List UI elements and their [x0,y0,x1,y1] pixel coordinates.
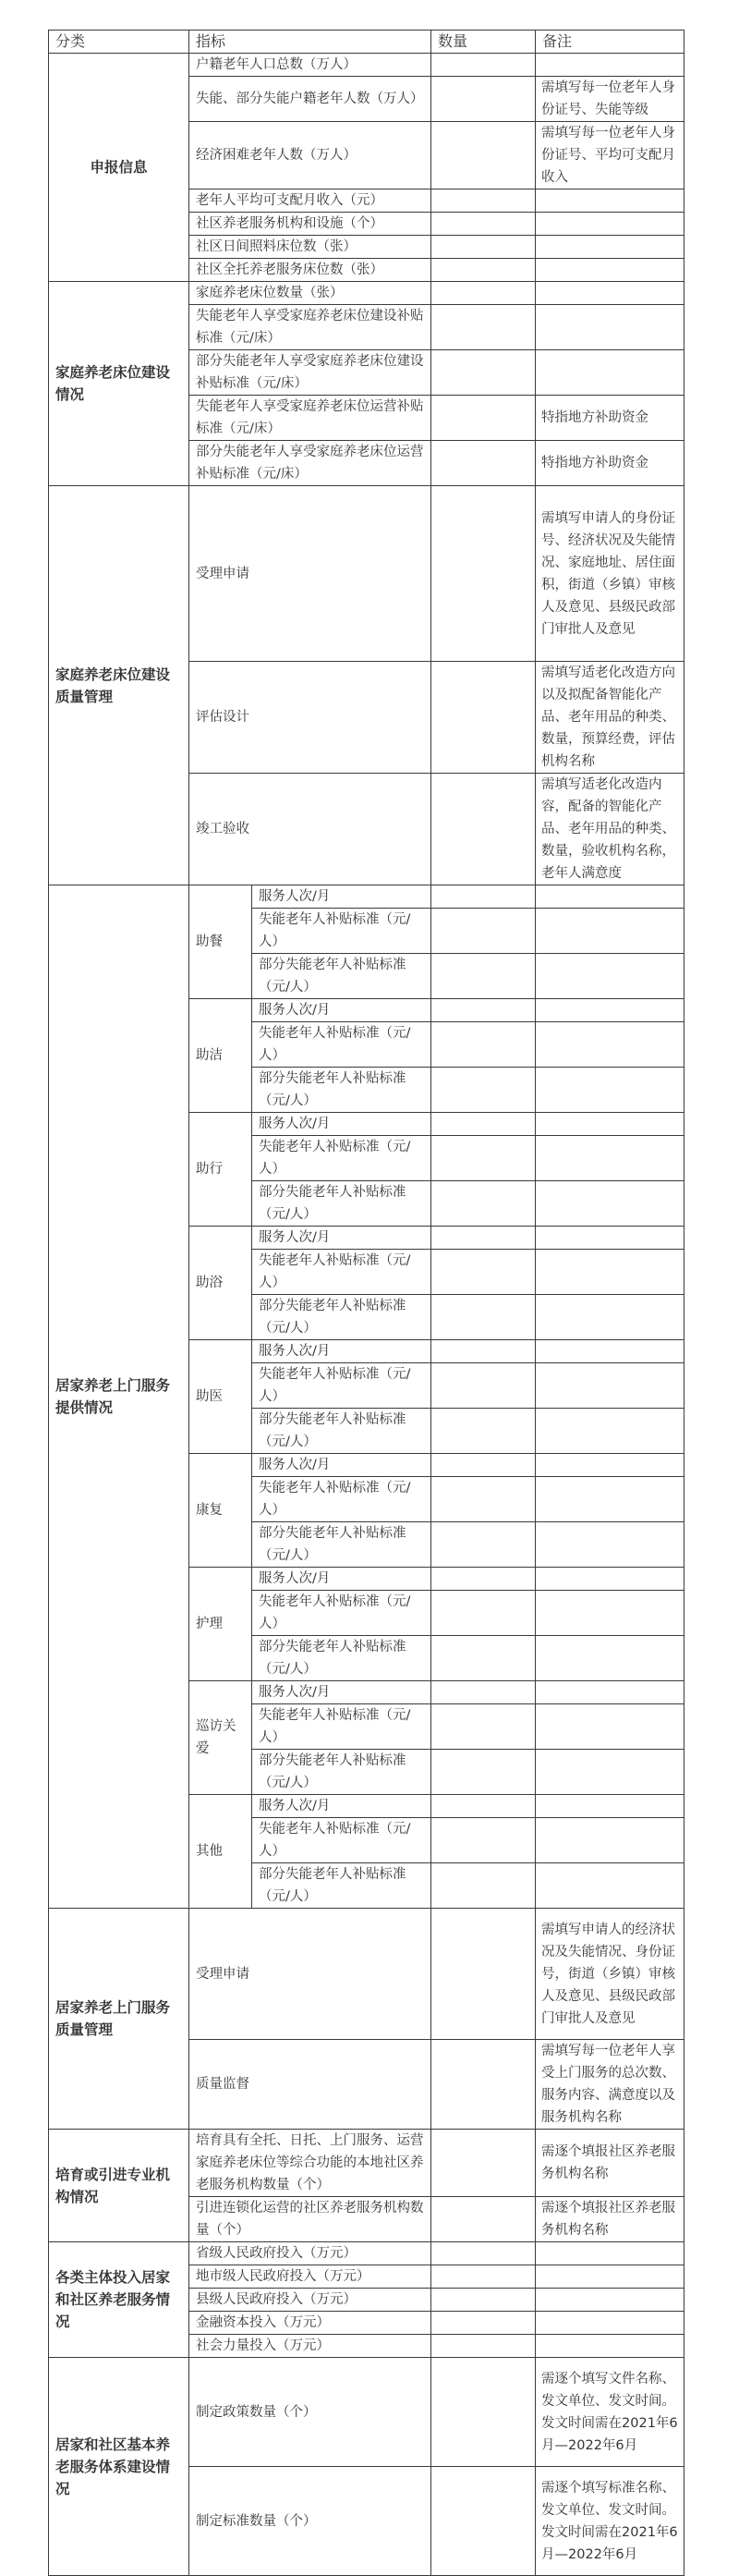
quantity-cell [431,2197,536,2242]
quantity-cell [431,396,536,441]
note-cell [536,236,684,259]
header-row [49,31,684,54]
indicator-cell: 失能老年人补贴标准（元/人） [252,1704,431,1750]
header-indicator: 指标 [189,31,431,54]
indicator-cell: 老年人平均可支配月收入（元） [189,189,431,213]
indicator-cell: 社区日间照料床位数（张） [189,236,431,259]
note-cell [536,54,684,77]
quantity-cell [431,2242,536,2265]
quantity-cell [431,1568,536,1591]
quantity-cell [431,1295,536,1340]
indicator-cell: 培育具有全托、日托、上门服务、运营家庭养老床位等综合功能的本地社区养老服务机构数量（个） [189,2130,431,2197]
indicator-cell: 部分失能老年人补贴标准（元/人） [252,1409,431,1454]
indicator-cell: 省级人民政府投入（万元） [189,2242,431,2265]
quantity-cell [431,1227,536,1250]
indicator-cell: 失能、部分失能户籍老年人数（万人） [189,77,431,122]
indicator-cell: 服务人次/月 [252,1454,431,1477]
note-cell [536,1113,684,1136]
quantity-cell [431,1250,536,1295]
note-cell [536,1636,684,1681]
note-cell: 需逐个填报社区养老服务机构名称 [536,2130,684,2197]
note-cell [536,282,684,305]
note-cell [536,1363,684,1409]
indicator-cell: 服务人次/月 [252,885,431,909]
indicator-cell: 受理申请 [189,1909,431,2040]
note-cell [536,1227,684,1250]
indicator-cell: 部分失能老年人补贴标准（元/人） [252,1295,431,1340]
quantity-cell [431,77,536,122]
quantity-cell [431,1750,536,1795]
note-cell [536,305,684,350]
quantity-cell [431,1022,536,1068]
indicator-cell: 失能老年人补贴标准（元/人） [252,1022,431,1068]
header-category: 分类 [49,31,189,54]
service-type-cell: 助洁 [189,999,252,1113]
category-cell: 居家和社区基本养老服务体系建设情况 [49,2358,189,2576]
statistics-table [48,30,684,2576]
quantity-cell [431,2312,536,2335]
note-cell [536,1818,684,1863]
category-cell: 居家养老上门服务质量管理 [49,1909,189,2130]
service-type-cell: 助行 [189,1113,252,1227]
indicator-cell: 部分失能老年人补贴标准（元/人） [252,954,431,999]
service-type-cell: 助浴 [189,1227,252,1340]
quantity-cell [431,1636,536,1681]
quantity-cell [431,1795,536,1818]
quantity-cell [431,2289,536,2312]
table-row [49,54,684,77]
note-cell [536,2312,684,2335]
indicator-cell: 部分失能老年人补贴标准（元/人） [252,1522,431,1568]
quantity-cell [431,1681,536,1704]
quantity-cell [431,1181,536,1227]
quantity-cell [431,1454,536,1477]
note-cell [536,1863,684,1909]
note-cell [536,1568,684,1591]
table-row [49,2242,684,2265]
quantity-cell [431,2335,536,2358]
quantity-cell [431,122,536,189]
quantity-cell [431,1522,536,1568]
note-cell [536,2265,684,2289]
note-cell: 需逐个填写文件名称、发文单位、发文时间。发文时间需在2021年6月—2022年6月 [536,2358,684,2467]
quantity-cell [431,54,536,77]
quantity-cell [431,1477,536,1522]
note-cell: 需逐个填写标准名称、发文单位、发文时间。发文时间需在2021年6月—2022年6月 [536,2467,684,2576]
service-type-cell: 其他 [189,1795,252,1909]
indicator-cell: 部分失能老年人享受家庭养老床位运营补贴标准（元/床） [189,441,431,486]
quantity-cell [431,236,536,259]
quantity-cell [431,2265,536,2289]
indicator-cell: 失能老年人享受家庭养老床位运营补贴标准（元/床） [189,396,431,441]
indicator-cell: 服务人次/月 [252,1795,431,1818]
quantity-cell [431,1409,536,1454]
indicator-cell: 失能老年人补贴标准（元/人） [252,1591,431,1636]
indicator-cell: 家庭养老床位数量（张） [189,282,431,305]
note-cell: 需填写申请人的经济状况及失能情况、身份证号，街道（乡镇）审核人及意见、县级民政部门审批人及意见 [536,1909,684,2040]
indicator-cell: 失能老年人补贴标准（元/人） [252,1477,431,1522]
quantity-cell [431,1818,536,1863]
note-cell [536,2242,684,2265]
note-cell [536,1340,684,1363]
note-cell: 特指地方补助资金 [536,396,684,441]
note-cell: 需填写每一位老年人身份证号、平均可支配月收入 [536,122,684,189]
indicator-cell: 失能老年人补贴标准（元/人） [252,1818,431,1863]
quantity-cell [431,999,536,1022]
quantity-cell [431,954,536,999]
note-cell [536,1181,684,1227]
indicator-cell: 部分失能老年人补贴标准（元/人） [252,1636,431,1681]
category-cell: 家庭养老床位建设情况 [49,282,189,486]
quantity-cell [431,1704,536,1750]
quantity-cell [431,885,536,909]
note-cell [536,1477,684,1522]
indicator-cell: 服务人次/月 [252,1113,431,1136]
table-body [49,54,684,2576]
quantity-cell [431,1340,536,1363]
quantity-cell [431,2040,536,2130]
note-cell [536,1409,684,1454]
category-cell: 居家养老上门服务提供情况 [49,885,189,1909]
note-cell [536,259,684,282]
quantity-cell [431,774,536,885]
indicator-cell: 失能老年人补贴标准（元/人） [252,1250,431,1295]
table-row [49,486,684,662]
service-type-cell: 康复 [189,1454,252,1568]
note-cell [536,999,684,1022]
indicator-cell: 制定标准数量（个） [189,2467,431,2576]
quantity-cell [431,1909,536,2040]
note-cell [536,1295,684,1340]
quantity-cell [431,1136,536,1181]
table-row [49,2130,684,2197]
note-cell: 需填写适老化改造内容，配备的智能化产品、老年用品的种类、数量，验收机构名称，老年人满意度 [536,774,684,885]
service-type-cell: 护理 [189,1568,252,1681]
quantity-cell [431,259,536,282]
indicator-cell: 评估设计 [189,662,431,774]
quantity-cell [431,213,536,236]
quantity-cell [431,1863,536,1909]
indicator-cell: 部分失能老年人享受家庭养老床位建设补贴标准（元/床） [189,350,431,396]
note-cell [536,2289,684,2312]
indicator-cell: 部分失能老年人补贴标准（元/人） [252,1750,431,1795]
note-cell [536,1704,684,1750]
indicator-cell: 制定政策数量（个） [189,2358,431,2467]
table-row [49,282,684,305]
note-cell: 特指地方补助资金 [536,441,684,486]
service-type-cell: 助餐 [189,885,252,999]
note-cell [536,885,684,909]
quantity-cell [431,1068,536,1113]
category-cell: 各类主体投入居家和社区养老服务情况 [49,2242,189,2358]
note-cell [536,1681,684,1704]
note-cell [536,189,684,213]
indicator-cell: 质量监督 [189,2040,431,2130]
note-cell: 需填写申请人的身份证号、经济状况及失能情况、家庭地址、居住面积，街道（乡镇）审核人及意见、县级民政部门审批人及意见 [536,486,684,662]
indicator-cell: 引进连锁化运营的社区养老服务机构数量（个） [189,2197,431,2242]
indicator-cell: 失能老年人补贴标准（元/人） [252,1363,431,1409]
quantity-cell [431,486,536,662]
indicator-cell: 竣工验收 [189,774,431,885]
quantity-cell [431,350,536,396]
indicator-cell: 金融资本投入（万元） [189,2312,431,2335]
note-cell [536,1750,684,1795]
quantity-cell [431,1363,536,1409]
note-cell [536,909,684,954]
quantity-cell [431,2467,536,2576]
quantity-cell [431,662,536,774]
indicator-cell: 服务人次/月 [252,1681,431,1704]
table-row [49,1909,684,2040]
quantity-cell [431,1591,536,1636]
header-quantity: 数量 [431,31,536,54]
indicator-cell: 服务人次/月 [252,999,431,1022]
note-cell [536,213,684,236]
indicator-cell: 部分失能老年人补贴标准（元/人） [252,1068,431,1113]
indicator-cell: 部分失能老年人补贴标准（元/人） [252,1181,431,1227]
indicator-cell: 社区养老服务机构和设施（个） [189,213,431,236]
note-cell [536,1454,684,1477]
indicator-cell: 服务人次/月 [252,1340,431,1363]
note-cell [536,1522,684,1568]
quantity-cell [431,1113,536,1136]
indicator-cell: 社会力量投入（万元） [189,2335,431,2358]
indicator-cell: 失能老年人补贴标准（元/人） [252,909,431,954]
indicator-cell: 受理申请 [189,486,431,662]
note-cell [536,1795,684,1818]
note-cell [536,1136,684,1181]
indicator-cell: 部分失能老年人补贴标准（元/人） [252,1863,431,1909]
note-cell: 需填写每一位老年人享受上门服务的总次数、服务内容、满意度以及服务机构名称 [536,2040,684,2130]
note-cell [536,1068,684,1113]
service-type-cell: 助医 [189,1340,252,1454]
indicator-cell: 户籍老年人口总数（万人） [189,54,431,77]
note-cell [536,350,684,396]
note-cell: 需逐个填报社区养老服务机构名称 [536,2197,684,2242]
indicator-cell: 失能老年人补贴标准（元/人） [252,1136,431,1181]
category-cell: 申报信息 [49,54,189,282]
service-type-cell: 巡访关爱 [189,1681,252,1795]
note-cell [536,1250,684,1295]
table-row [49,2358,684,2467]
indicator-cell: 社区全托养老服务床位数（张） [189,259,431,282]
indicator-cell: 服务人次/月 [252,1568,431,1591]
indicator-cell: 失能老年人享受家庭养老床位建设补贴标准（元/床） [189,305,431,350]
quantity-cell [431,189,536,213]
quantity-cell [431,2358,536,2467]
note-cell [536,1022,684,1068]
header-note: 备注 [536,31,684,54]
indicator-cell: 服务人次/月 [252,1227,431,1250]
indicator-cell: 地市级人民政府投入（万元） [189,2265,431,2289]
note-cell [536,1591,684,1636]
note-cell [536,954,684,999]
quantity-cell [431,282,536,305]
table-row [49,885,684,909]
indicator-cell: 县级人民政府投入（万元） [189,2289,431,2312]
quantity-cell [431,305,536,350]
quantity-cell [431,909,536,954]
note-cell: 需填写每一位老年人身份证号、失能等级 [536,77,684,122]
indicator-cell: 经济困难老年人数（万人） [189,122,431,189]
note-cell: 需填写适老化改造方向以及拟配备智能化产品、老年用品的种类、数量，预算经费，评估机构名称 [536,662,684,774]
quantity-cell [431,2130,536,2197]
quantity-cell [431,441,536,486]
note-cell [536,2335,684,2358]
category-cell: 家庭养老床位建设质量管理 [49,486,189,885]
category-cell: 培育或引进专业机构情况 [49,2130,189,2242]
